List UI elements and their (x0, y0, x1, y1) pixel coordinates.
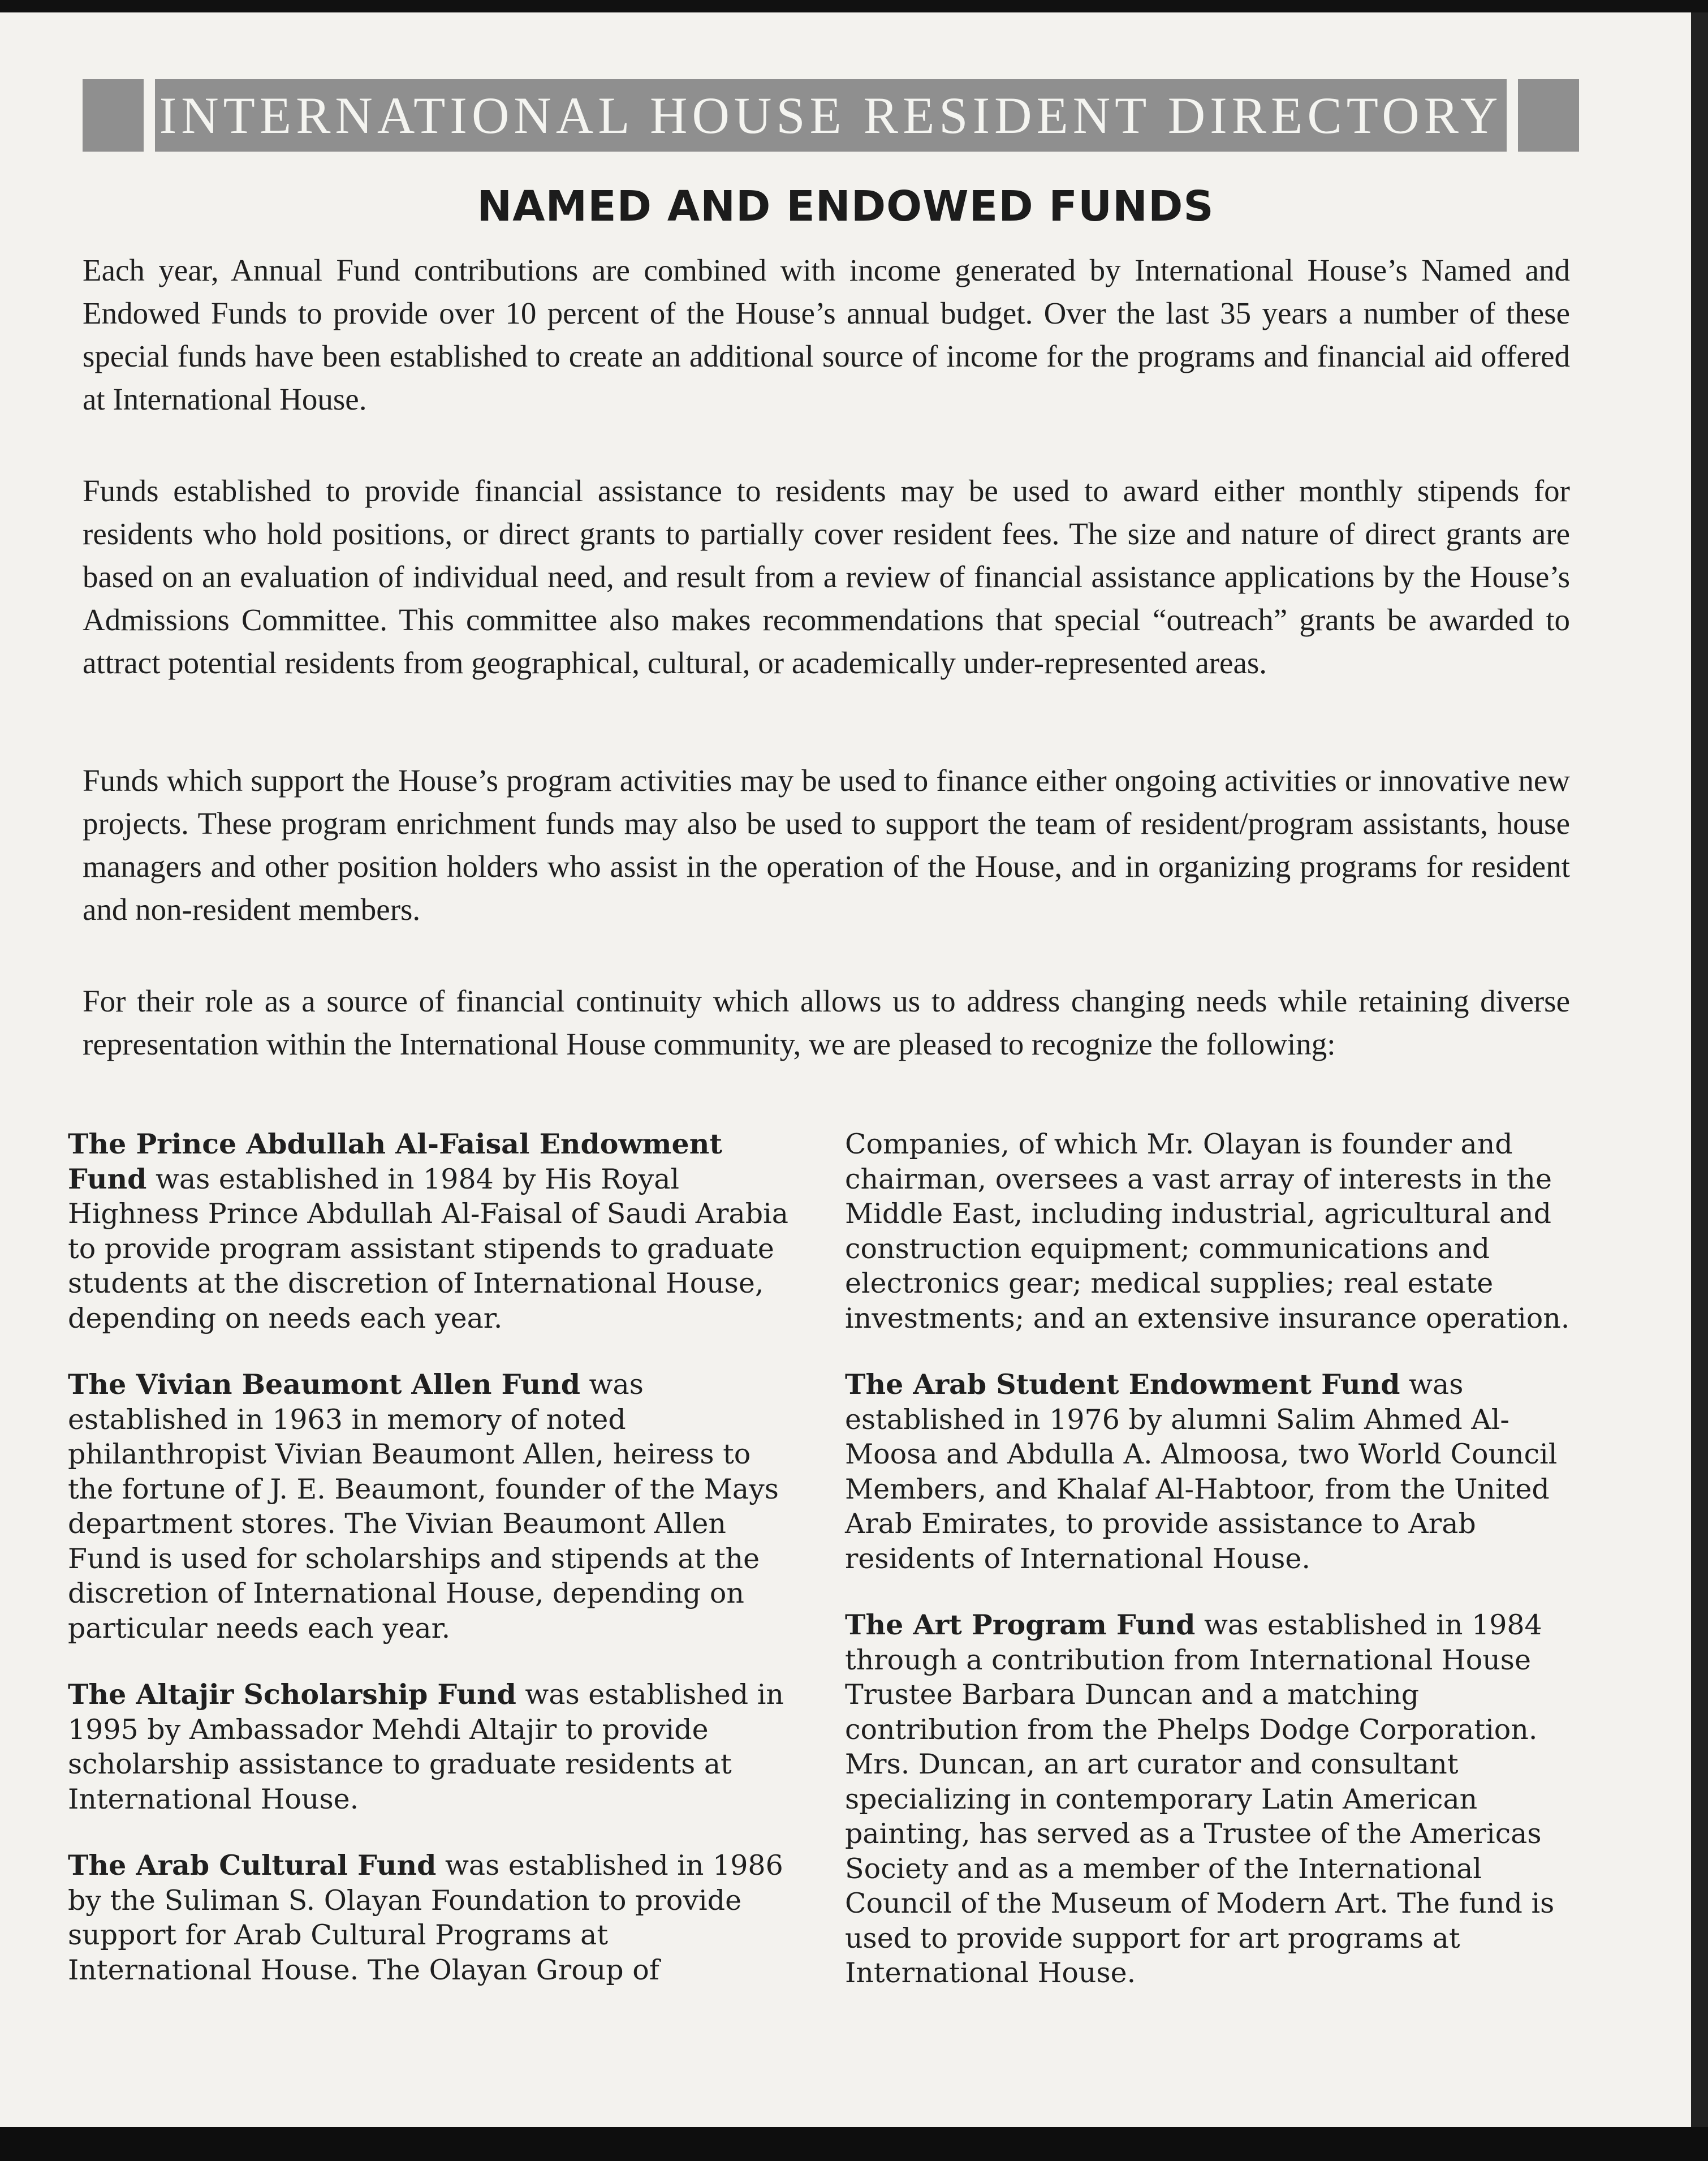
page-title: NAMED AND ENDOWED FUNDS (477, 182, 1214, 231)
banner-title: INTERNATIONAL HOUSE RESIDENT DIRECTORY (155, 79, 1507, 152)
fund-name: The Vivian Beaumont Allen Fund (68, 1368, 580, 1401)
fund-description: was established in 1984 by His Royal Highness Prince Abdullah Al-Faisal of Saudi Arabia to provide program assistant stipends to graduate students at the discretion of International House, depending on needs each year. (68, 1163, 788, 1335)
banner-right-block (1518, 79, 1579, 152)
fund-entry (68, 1677, 797, 1816)
document-page (0, 12, 1694, 2145)
fund-description: Companies, of which Mr. Olayan is founder and chairman, oversees a vast array of interests in the Middle East, including industrial, agricultural and construction equipment; communications and electronics gear; medical supplies; real estate investments; and an extensive insurance operation. (845, 1128, 1570, 1335)
fund-description: was established in 1984 through a contribution from International House Trustee Barbara Duncan and a matching contribution from the Phelps Dodge Corporation. Mrs. Duncan, an art curator and consultant specializing in contemporary Latin American painting, has served as a Trustee of the Americas Society and as a member of the International Council of the Museum of Modern Art. The fund is used to provide support for art programs at International House. (845, 1609, 1555, 1989)
intro-paragraph-4: For their role as a source of financial continuity which allows us to address changing needs while retaining diverse representation within the International House community, we are pleased to recognize the following: (83, 984, 1570, 1061)
fund-entry (845, 1608, 1575, 1991)
fund-entry (845, 1367, 1575, 1576)
scan-bottom-edge (0, 2127, 1708, 2161)
intro-paragraph-3: Funds which support the House’s program activities may be used to finance either ongoing activities or innovative new projects. These program enrichment funds may also be used to support the team of resident/program assistants, house managers and other position holders who assist in the operation of the House, and in organizing programs for resident and non-resident members. (83, 763, 1570, 927)
header-banner (83, 79, 1579, 152)
fund-name: The Altajir Scholarship Fund (68, 1678, 516, 1711)
fund-entry-continued (845, 1127, 1575, 1336)
fund-name: The Prince Abdullah Al-Faisal Endowment Fund (68, 1127, 722, 1195)
fund-entry (68, 1127, 797, 1336)
right-column (845, 1127, 1575, 2022)
fund-name: The Arab Student Endowment Fund (845, 1368, 1400, 1401)
fund-name: The Arab Cultural Fund (68, 1849, 437, 1882)
page-edge-shadow (1691, 12, 1708, 2161)
fund-description: was established in 1995 by Ambassador Mehdi Altajir to provide scholarship assistance to graduate residents at International House. (68, 1678, 784, 1815)
fund-description: was established in 1976 by alumni Salim Ahmed Al-Moosa and Abdulla A. Almoosa, two World Council Members, and Khalaf Al-Habtoor, from the United Arab Emirates, to provide assistance to Arab residents of International House. (845, 1368, 1558, 1575)
fund-entry (68, 1367, 797, 1646)
left-column (68, 1127, 797, 2019)
intro-paragraph-2: Funds established to provide financial assistance to residents may be used to award either monthly stipends for residents who hold positions, or direct grants to partially cover resident fees. The size and nature of direct grants are based on an evaluation of individual need, and result from a review of financial assistance applications by the House’s Admissions Committee. This committee also makes recommendations that special “outreach” grants be awarded to attract potential residents from geographical, cultural, or academically under-represented areas. (83, 473, 1570, 680)
fund-entry (68, 1848, 797, 1987)
fund-description: was established in 1986 by the Suliman S. Olayan Foundation to provide support for Arab Cultural Programs at International House. The Olayan Group of (68, 1849, 783, 1986)
fund-description: was established in 1963 in memory of noted philanthropist Vivian Beaumont Allen, heiress to the fortune of J. E. Beaumont, founder of the Mays department stores. The Vivian Beaumont Allen Fund is used for scholarships and stipends at the discretion of International House, depending on particular needs each year. (68, 1368, 779, 1645)
fund-name: The Art Program Fund (845, 1608, 1196, 1641)
banner-left-block (83, 79, 144, 152)
intro-paragraph-1: Each year, Annual Fund contributions are combined with income generated by International House’s Named and Endowed Funds to provide over 10 percent of the House’s annual budget. Over the last 35 years a number of these special funds have been established to create an additional source of income for the programs and financial aid offered at International House. (83, 253, 1570, 416)
